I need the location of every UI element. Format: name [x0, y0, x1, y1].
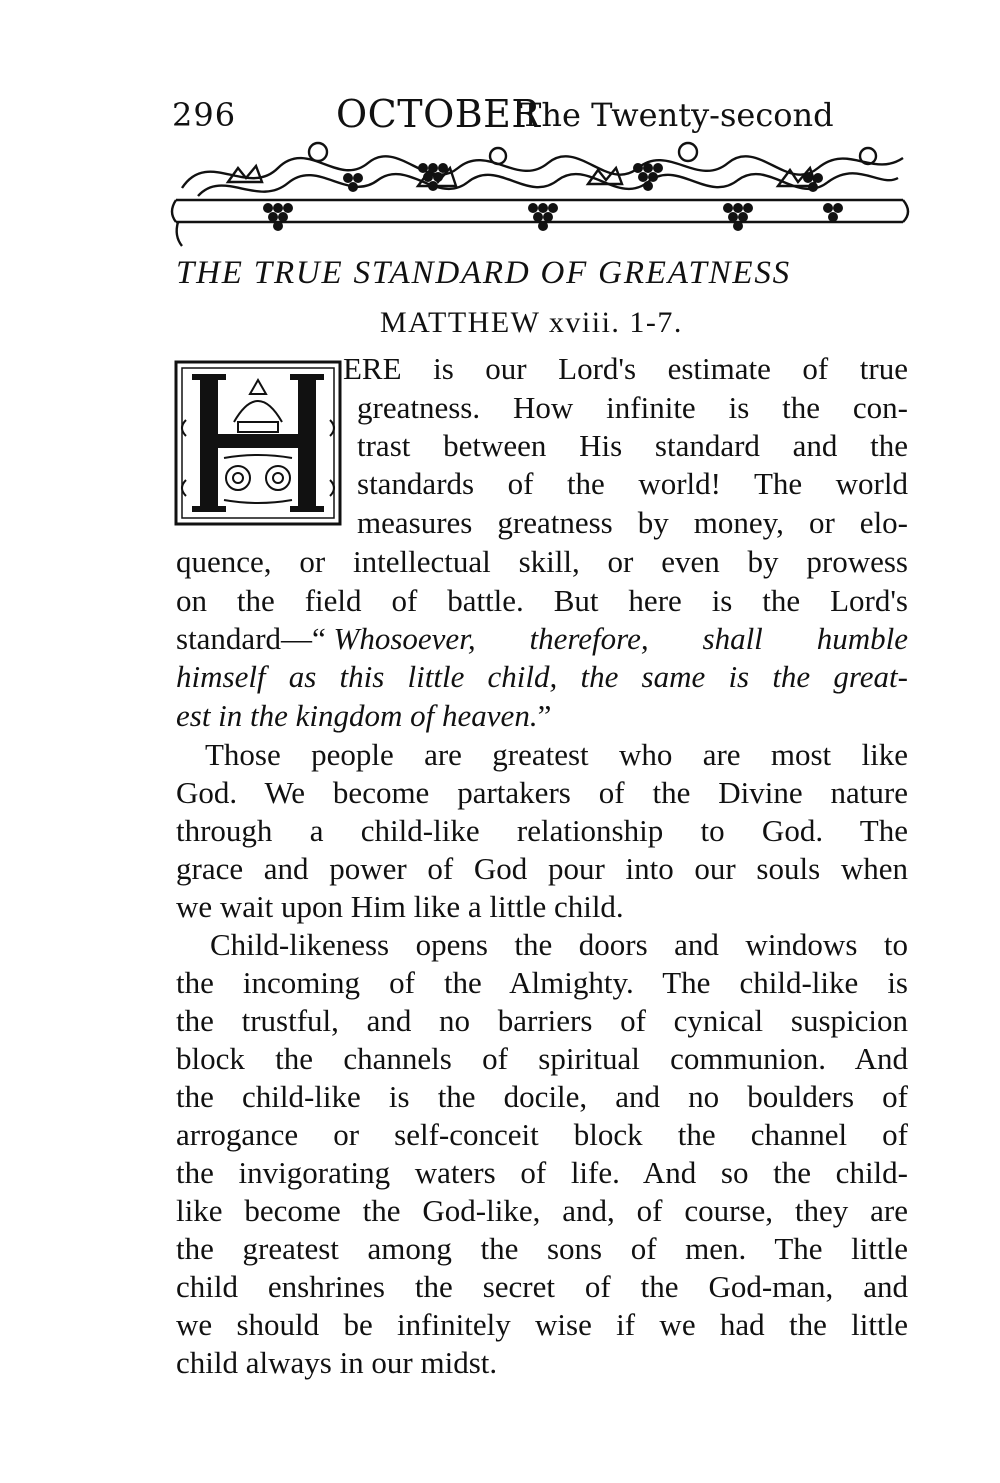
scripture-reference: MATTHEW xviii. 1-7.	[380, 306, 683, 339]
quote-run: Whosoever, therefore, shall humble	[333, 621, 908, 656]
chapter-title: THE TRUE STANDARD OF GREATNESS	[176, 255, 791, 291]
text-line: God. We become partakers of the Divine nature	[176, 775, 908, 810]
closing-quote-mark: ”	[537, 698, 552, 733]
running-head	[172, 92, 917, 140]
text-line: the incoming of the Almighty. The child-like is	[176, 965, 908, 1000]
text-line: Child-likeness opens the doors and windows to	[210, 927, 908, 962]
text-line: on the field of battle. But here is the Lord's	[176, 583, 908, 618]
text-line: through a child-like relationship to God. The	[176, 813, 908, 848]
text-line: child always in our midst.	[176, 1345, 498, 1380]
text-run: standard—“	[176, 621, 334, 656]
text-line: we wait upon Him like a little child.	[176, 889, 624, 924]
text-line: standards of the world! The world	[357, 466, 908, 501]
text-line: block the channels of spiritual communion. And	[176, 1041, 908, 1076]
text-line: arrogance or self-conceit block the channel of	[176, 1117, 908, 1152]
text-line: the greatest among the sons of men. The little	[176, 1231, 908, 1266]
page-number: 296	[172, 96, 237, 134]
text-line: like become the God-like, and, of course, they are	[176, 1193, 908, 1228]
text-line: grace and power of God pour into our souls when	[176, 851, 908, 886]
text-line: child enshrines the secret of the God-man, and	[176, 1269, 908, 1304]
text-line: the trustful, and no barriers of cynical suspicion	[176, 1003, 908, 1038]
text-line: the invigorating waters of life. And so the child-	[176, 1155, 908, 1190]
text-line: we should be infinitely wise if we had the little	[176, 1307, 908, 1342]
text-line-mixed	[176, 620, 908, 658]
text-line: ERE is our Lord's estimate of true	[343, 351, 908, 386]
ornamental-drop-cap	[174, 360, 342, 526]
text-line: the child-like is the docile, and no boulders of	[176, 1079, 908, 1114]
text-line: quence, or intellectual skill, or even by prowess	[176, 544, 908, 579]
text-line: greatness. How infinite is the con-	[357, 390, 908, 425]
day-heading: The Twenty-second	[520, 96, 834, 134]
text-line: measures greatness by money, or elo-	[357, 505, 908, 540]
grapevine-banner-ornament	[168, 138, 913, 250]
text-line-mixed	[176, 697, 551, 735]
text-line: trast between His standard and the	[357, 428, 908, 463]
quote-run: est in the kingdom of heaven.	[176, 698, 538, 733]
quote-line: himself as this little child, the same is the great-	[176, 659, 908, 694]
text-line: Those people are greatest who are most like	[205, 737, 908, 772]
month-heading: OCTOBER	[336, 92, 541, 136]
